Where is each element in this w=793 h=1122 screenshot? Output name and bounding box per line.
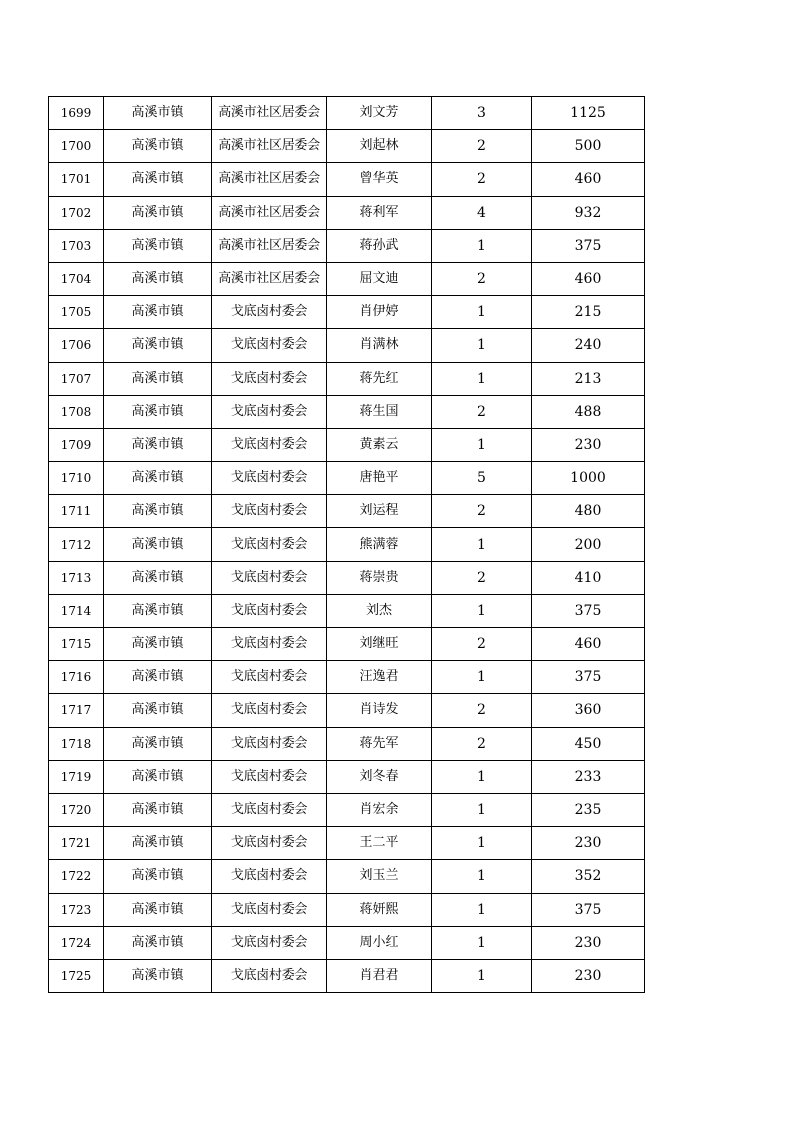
table-row [49,827,645,860]
amount-cell: 375 [532,229,645,262]
persons-cell: 1 [432,329,532,362]
table-row [49,760,645,793]
table-row [49,262,645,295]
amount-cell: 215 [532,296,645,329]
town-cell: 高溪市镇 [104,329,212,362]
town-cell: 高溪市镇 [104,926,212,959]
row-index-cell: 1713 [49,561,104,594]
committee-cell: 戈底卤村委会 [212,362,327,395]
amount-cell: 235 [532,793,645,826]
committee-cell: 戈底卤村委会 [212,926,327,959]
town-cell: 高溪市镇 [104,628,212,661]
name-cell: 刘冬春 [327,760,432,793]
name-cell: 蒋先红 [327,362,432,395]
row-index-cell: 1707 [49,362,104,395]
name-cell: 王二平 [327,827,432,860]
amount-cell: 460 [532,163,645,196]
persons-cell: 1 [432,793,532,826]
committee-cell: 戈底卤村委会 [212,893,327,926]
amount-cell: 360 [532,694,645,727]
committee-cell: 高溪市社区居委会 [212,229,327,262]
persons-cell: 2 [432,130,532,163]
persons-cell: 1 [432,893,532,926]
town-cell: 高溪市镇 [104,262,212,295]
table-row [49,462,645,495]
amount-cell: 480 [532,495,645,528]
amount-cell: 230 [532,428,645,461]
row-index-cell: 1711 [49,495,104,528]
amount-cell: 233 [532,760,645,793]
town-cell: 高溪市镇 [104,594,212,627]
persons-cell: 1 [432,959,532,992]
persons-cell: 2 [432,262,532,295]
amount-cell: 488 [532,395,645,428]
row-index-cell: 1723 [49,893,104,926]
persons-cell: 1 [432,661,532,694]
table-row [49,727,645,760]
persons-cell: 1 [432,860,532,893]
table-row [49,561,645,594]
committee-cell: 高溪市社区居委会 [212,196,327,229]
name-cell: 蒋孙武 [327,229,432,262]
row-index-cell: 1705 [49,296,104,329]
table-row [49,661,645,694]
table-row [49,130,645,163]
persons-cell: 2 [432,495,532,528]
name-cell: 周小红 [327,926,432,959]
amount-cell: 352 [532,860,645,893]
row-index-cell: 1725 [49,959,104,992]
town-cell: 高溪市镇 [104,893,212,926]
town-cell: 高溪市镇 [104,130,212,163]
row-index-cell: 1712 [49,528,104,561]
persons-cell: 1 [432,362,532,395]
row-index-cell: 1699 [49,97,104,130]
amount-cell: 375 [532,661,645,694]
committee-cell: 戈底卤村委会 [212,959,327,992]
row-index-cell: 1718 [49,727,104,760]
committee-cell: 高溪市社区居委会 [212,163,327,196]
persons-cell: 1 [432,594,532,627]
committee-cell: 戈底卤村委会 [212,628,327,661]
name-cell: 熊满蓉 [327,528,432,561]
amount-cell: 932 [532,196,645,229]
table-row [49,860,645,893]
persons-cell: 2 [432,395,532,428]
row-index-cell: 1708 [49,395,104,428]
committee-cell: 戈底卤村委会 [212,860,327,893]
town-cell: 高溪市镇 [104,97,212,130]
town-cell: 高溪市镇 [104,428,212,461]
row-index-cell: 1719 [49,760,104,793]
name-cell: 蒋生国 [327,395,432,428]
town-cell: 高溪市镇 [104,760,212,793]
committee-cell: 戈底卤村委会 [212,528,327,561]
table-row [49,196,645,229]
persons-cell: 5 [432,462,532,495]
committee-cell: 戈底卤村委会 [212,395,327,428]
name-cell: 刘文芳 [327,97,432,130]
town-cell: 高溪市镇 [104,462,212,495]
persons-cell: 1 [432,528,532,561]
persons-cell: 1 [432,428,532,461]
town-cell: 高溪市镇 [104,827,212,860]
table-row [49,296,645,329]
row-index-cell: 1717 [49,694,104,727]
persons-cell: 1 [432,760,532,793]
row-index-cell: 1710 [49,462,104,495]
row-index-cell: 1702 [49,196,104,229]
amount-cell: 375 [532,893,645,926]
table-row [49,694,645,727]
row-index-cell: 1721 [49,827,104,860]
persons-cell: 2 [432,561,532,594]
persons-cell: 2 [432,163,532,196]
committee-cell: 戈底卤村委会 [212,727,327,760]
amount-cell: 500 [532,130,645,163]
row-index-cell: 1709 [49,428,104,461]
name-cell: 刘继旺 [327,628,432,661]
amount-cell: 410 [532,561,645,594]
committee-cell: 戈底卤村委会 [212,594,327,627]
table-row [49,793,645,826]
town-cell: 高溪市镇 [104,793,212,826]
committee-cell: 戈底卤村委会 [212,462,327,495]
amount-cell: 200 [532,528,645,561]
row-index-cell: 1724 [49,926,104,959]
table-row [49,926,645,959]
persons-cell: 2 [432,727,532,760]
amount-cell: 1125 [532,97,645,130]
town-cell: 高溪市镇 [104,362,212,395]
committee-cell: 高溪市社区居委会 [212,97,327,130]
row-index-cell: 1704 [49,262,104,295]
row-index-cell: 1720 [49,793,104,826]
row-index-cell: 1715 [49,628,104,661]
name-cell: 蒋先军 [327,727,432,760]
table-row [49,329,645,362]
persons-cell: 4 [432,196,532,229]
town-cell: 高溪市镇 [104,395,212,428]
name-cell: 肖宏余 [327,793,432,826]
table-body [49,97,645,993]
town-cell: 高溪市镇 [104,528,212,561]
table-row [49,97,645,130]
committee-cell: 戈底卤村委会 [212,296,327,329]
persons-cell: 3 [432,97,532,130]
town-cell: 高溪市镇 [104,860,212,893]
persons-cell: 1 [432,926,532,959]
amount-cell: 375 [532,594,645,627]
name-cell: 刘起林 [327,130,432,163]
town-cell: 高溪市镇 [104,296,212,329]
committee-cell: 戈底卤村委会 [212,793,327,826]
name-cell: 肖诗发 [327,694,432,727]
table-row [49,628,645,661]
committee-cell: 戈底卤村委会 [212,495,327,528]
row-index-cell: 1701 [49,163,104,196]
name-cell: 肖君君 [327,959,432,992]
committee-cell: 戈底卤村委会 [212,561,327,594]
table-row [49,893,645,926]
persons-cell: 2 [432,628,532,661]
name-cell: 唐艳平 [327,462,432,495]
row-index-cell: 1716 [49,661,104,694]
name-cell: 黄素云 [327,428,432,461]
name-cell: 肖满林 [327,329,432,362]
town-cell: 高溪市镇 [104,229,212,262]
table-row [49,594,645,627]
town-cell: 高溪市镇 [104,163,212,196]
row-index-cell: 1703 [49,229,104,262]
table-row [49,229,645,262]
table-row [49,495,645,528]
table-row [49,528,645,561]
committee-cell: 高溪市社区居委会 [212,130,327,163]
name-cell: 蒋利军 [327,196,432,229]
persons-cell: 2 [432,694,532,727]
committee-cell: 戈底卤村委会 [212,760,327,793]
table-row [49,362,645,395]
name-cell: 汪逸君 [327,661,432,694]
amount-cell: 450 [532,727,645,760]
persons-cell: 1 [432,827,532,860]
row-index-cell: 1700 [49,130,104,163]
name-cell: 曾华英 [327,163,432,196]
town-cell: 高溪市镇 [104,727,212,760]
name-cell: 刘杰 [327,594,432,627]
committee-cell: 戈底卤村委会 [212,428,327,461]
amount-cell: 1000 [532,462,645,495]
amount-cell: 213 [532,362,645,395]
committee-cell: 戈底卤村委会 [212,694,327,727]
amount-cell: 230 [532,959,645,992]
name-cell: 刘玉兰 [327,860,432,893]
name-cell: 蒋妍熙 [327,893,432,926]
town-cell: 高溪市镇 [104,196,212,229]
persons-cell: 1 [432,296,532,329]
table-row [49,163,645,196]
amount-cell: 240 [532,329,645,362]
committee-cell: 戈底卤村委会 [212,661,327,694]
row-index-cell: 1722 [49,860,104,893]
row-index-cell: 1706 [49,329,104,362]
committee-cell: 戈底卤村委会 [212,329,327,362]
amount-cell: 460 [532,262,645,295]
amount-cell: 230 [532,827,645,860]
amount-cell: 230 [532,926,645,959]
town-cell: 高溪市镇 [104,661,212,694]
committee-cell: 戈底卤村委会 [212,827,327,860]
name-cell: 屈文迪 [327,262,432,295]
name-cell: 肖伊婷 [327,296,432,329]
row-index-cell: 1714 [49,594,104,627]
table-row [49,395,645,428]
persons-cell: 1 [432,229,532,262]
name-cell: 刘运程 [327,495,432,528]
committee-cell: 高溪市社区居委会 [212,262,327,295]
table-row [49,959,645,992]
town-cell: 高溪市镇 [104,959,212,992]
town-cell: 高溪市镇 [104,694,212,727]
town-cell: 高溪市镇 [104,495,212,528]
amount-cell: 460 [532,628,645,661]
data-table [48,96,645,993]
town-cell: 高溪市镇 [104,561,212,594]
table-row [49,428,645,461]
name-cell: 蒋崇贵 [327,561,432,594]
